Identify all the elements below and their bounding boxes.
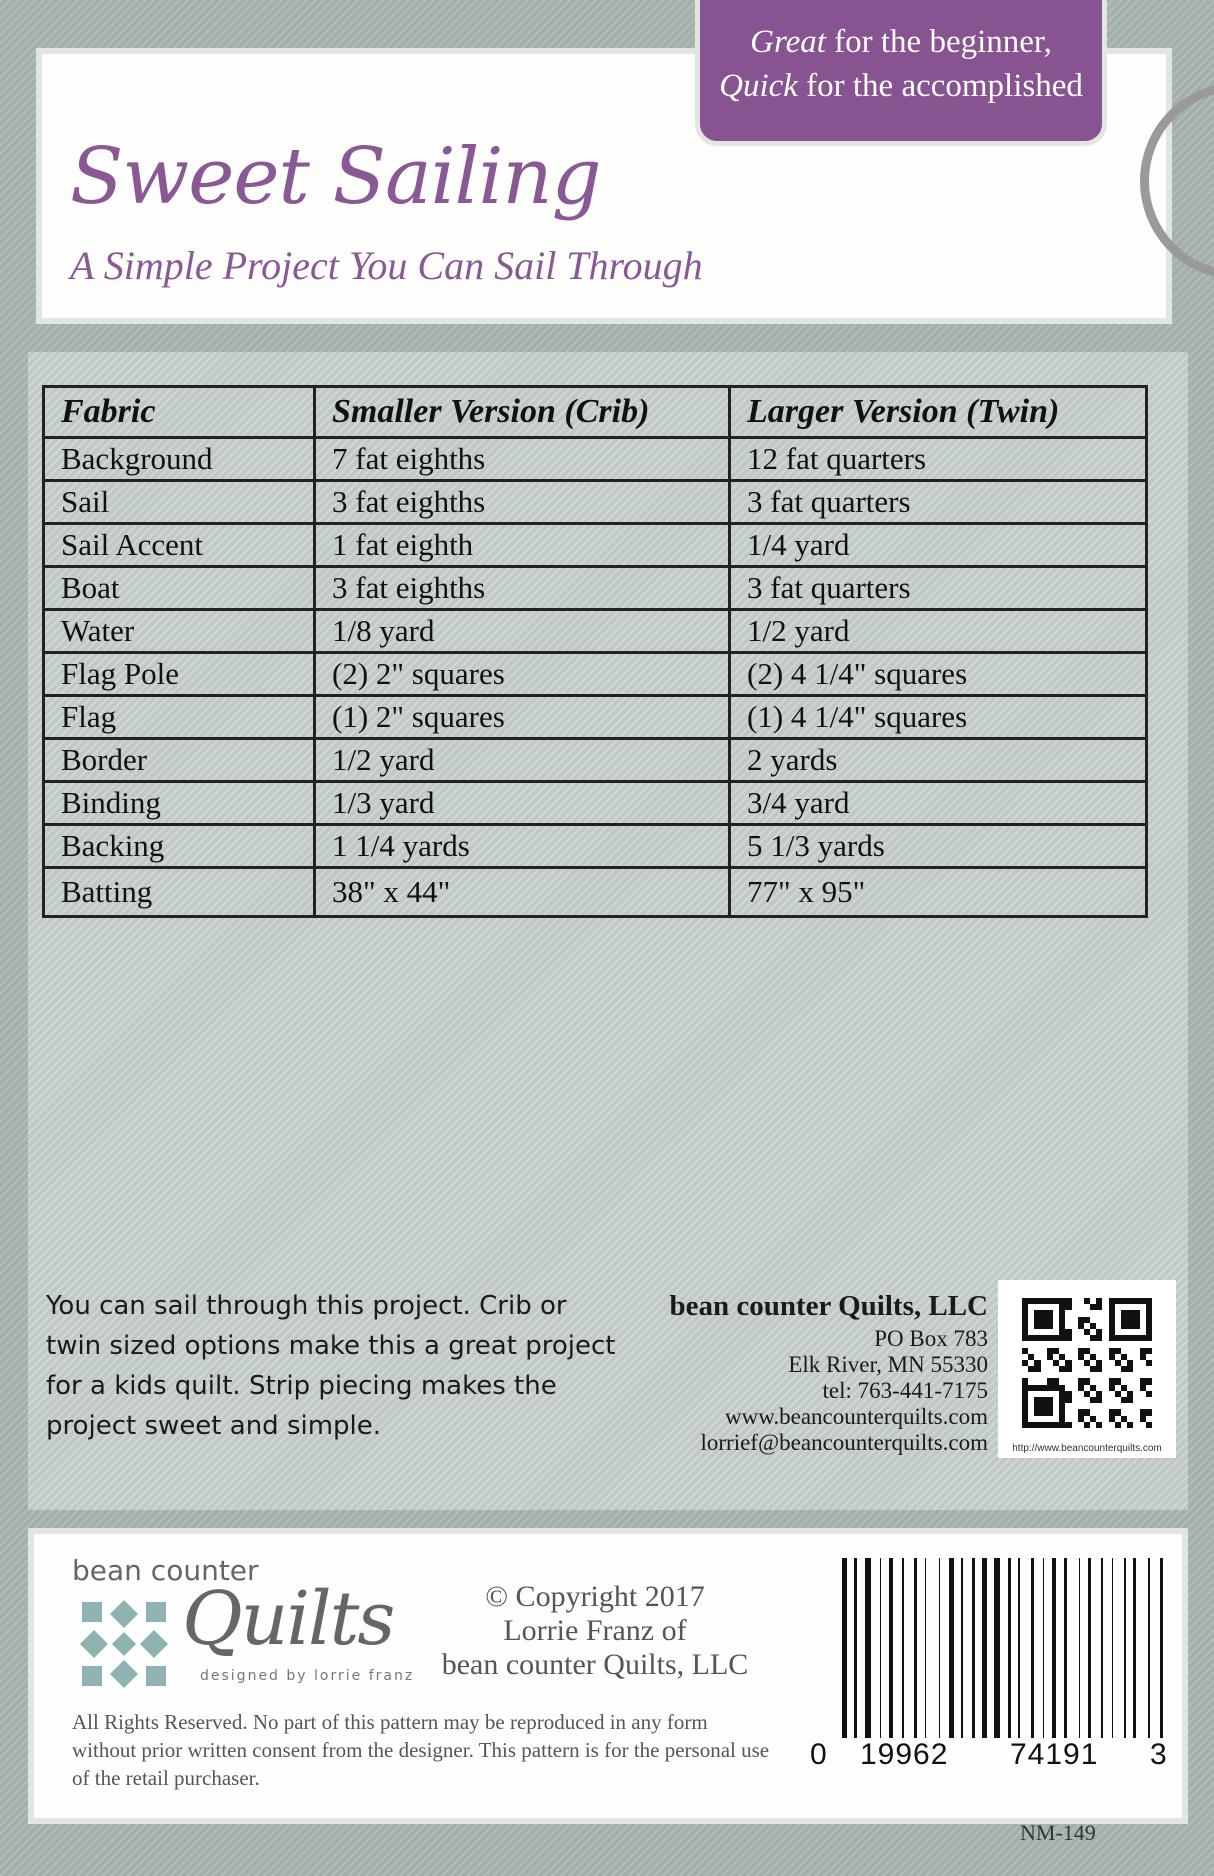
tagline-line-1: Great for the beginner, (750, 24, 1052, 60)
qr-module (1146, 1422, 1152, 1428)
barcode-bar (1153, 1558, 1158, 1738)
twin-amount: (1) 4 1/4" squares (730, 696, 1147, 739)
barcode-bar (1008, 1558, 1011, 1738)
barcode-bar (1014, 1558, 1016, 1738)
logo-designer-credit: designed by lorrie franz (200, 1668, 415, 1684)
barcode-bar (896, 1558, 899, 1738)
barcode-bar (966, 1558, 969, 1738)
fabric-name: Background (44, 438, 315, 481)
barcode-bar (1124, 1558, 1126, 1738)
rights-notice: All Rights Reserved. No part of this pattern may be reproduced in any form without prior written consent from the designer. This pattern is for the personal use of the retail purchaser. (72, 1710, 770, 1790)
barcode-group-1: 19962 (860, 1738, 949, 1771)
city-state-zip: Elk River, MN 55330 (788, 1352, 988, 1377)
barcode-bar (1094, 1558, 1099, 1738)
table-row (44, 438, 1147, 481)
crib-amount: (1) 2" squares (315, 696, 730, 739)
barcode-bar (994, 1558, 1000, 1738)
fabric-name: Boat (44, 567, 315, 610)
barcode-bar (1070, 1558, 1076, 1738)
table-row (44, 825, 1147, 868)
table-row (44, 610, 1147, 653)
fabric-requirements-table (42, 385, 1148, 918)
barcode-bar (990, 1558, 992, 1738)
twin-amount: 2 yards (730, 739, 1147, 782)
twin-amount: 77" x 95" (730, 868, 1147, 917)
barcode-bar (1079, 1558, 1081, 1738)
barcode-bar (1052, 1558, 1057, 1738)
crib-amount: (2) 2" squares (315, 653, 730, 696)
fabric-name: Flag Pole (44, 653, 315, 696)
header-fabric: Fabric (44, 387, 315, 438)
table-row (44, 696, 1147, 739)
crib-amount: 38" x 44" (315, 868, 730, 917)
email-link[interactable]: lorrief@beancounterquilts.com (700, 1430, 988, 1455)
table-row (44, 653, 1147, 696)
barcode-bar (978, 1558, 980, 1738)
barcode-bar (1018, 1558, 1020, 1738)
copyright-line-2: Lorrie Franz of (503, 1614, 687, 1647)
twin-amount: 3/4 yard (730, 782, 1147, 825)
barcode-bar (842, 1558, 847, 1738)
barcode-bar (1101, 1558, 1103, 1738)
crib-amount: 3 fat eighths (315, 481, 730, 524)
brand-logo (72, 1554, 422, 1694)
product-code: NM-149 (1020, 1820, 1096, 1845)
barcode-bar (1088, 1558, 1091, 1738)
barcode-bar (939, 1558, 941, 1738)
website-link[interactable]: www.beancounterquilts.com (725, 1404, 988, 1429)
fabric-name: Binding (44, 782, 315, 825)
barcode-bar (1047, 1558, 1049, 1738)
qr-url-caption: http://www.beancounterquilts.com (1012, 1443, 1162, 1454)
crib-amount: 1/3 yard (315, 782, 730, 825)
barcode-bar (1059, 1558, 1061, 1738)
barcode-bar (907, 1558, 912, 1738)
logo-wordmark-top: bean counter (72, 1554, 259, 1587)
barcode-bar (1023, 1558, 1028, 1738)
po-box: PO Box 783 (874, 1326, 988, 1351)
barcode-digit-last: 3 (1150, 1738, 1168, 1771)
twin-amount: 1/4 yard (730, 524, 1147, 567)
barcode-bar (957, 1558, 959, 1738)
barcode-bar (1133, 1558, 1136, 1738)
project-description: You can sail through this project. Crib or twin sized options make this a great project for a kids quilt. Strip piecing makes the project sweet and simple. (46, 1291, 616, 1441)
barcode-bar (1129, 1558, 1131, 1738)
barcode-bar (943, 1558, 946, 1738)
barcode-bar (1148, 1558, 1150, 1738)
header-larger-version: Larger Version (Twin) (730, 387, 1147, 438)
table-header-row (44, 387, 1147, 438)
barcode-bar (865, 1558, 871, 1738)
barcode-bar (854, 1558, 857, 1738)
barcode-bar (1112, 1558, 1114, 1738)
barcode-bar (920, 1558, 922, 1738)
barcode-bar (889, 1558, 894, 1738)
crib-amount: 1 fat eighth (315, 524, 730, 567)
crib-amount: 7 fat eighths (315, 438, 730, 481)
contact-block (620, 1286, 988, 1456)
barcode-bar (961, 1558, 963, 1738)
barcode-bar (949, 1558, 954, 1738)
barcode-bar (929, 1558, 935, 1738)
barcode-bar (1043, 1558, 1045, 1738)
barcode-bar (914, 1558, 917, 1738)
pattern-subtitle: A Simple Project You Can Sail Through (70, 243, 703, 288)
copyright-line-1: © Copyright 2017 (485, 1580, 705, 1613)
table-row (44, 567, 1147, 610)
quilt-star-icon (76, 1596, 172, 1692)
crib-amount: 1/2 yard (315, 739, 730, 782)
barcode-bar (1064, 1558, 1067, 1738)
twin-amount: 3 fat quarters (730, 567, 1147, 610)
barcode-bar (1139, 1558, 1145, 1738)
table-row (44, 739, 1147, 782)
barcode-bar (972, 1558, 975, 1738)
barcode-bar (982, 1558, 987, 1738)
twin-amount: 1/2 yard (730, 610, 1147, 653)
barcode-bar (1037, 1558, 1040, 1738)
barcode-bar (1106, 1558, 1109, 1738)
twin-amount: (2) 4 1/4" squares (730, 653, 1147, 696)
copyright-line-3: bean counter Quilts, LLC (441, 1648, 749, 1681)
twin-amount: 3 fat quarters (730, 481, 1147, 524)
tagline-line-2: Quick for the accomplished (719, 68, 1083, 104)
table-row (44, 481, 1147, 524)
barcode-bar (1166, 1558, 1168, 1738)
crib-amount: 1/8 yard (315, 610, 730, 653)
barcode-bar (902, 1558, 904, 1738)
barcode-bar (874, 1558, 877, 1738)
fabric-name: Border (44, 739, 315, 782)
barcode-bar (925, 1558, 927, 1738)
barcode-bar (1116, 1558, 1121, 1738)
barcode-digit-first: 0 (810, 1738, 828, 1771)
barcode-bar (860, 1558, 862, 1738)
pattern-title: Sweet Sailing (70, 132, 601, 222)
fabric-name: Sail Accent (44, 524, 315, 567)
copyright-block (420, 1580, 770, 1682)
barcode-bar (880, 1558, 882, 1738)
telephone: tel: 763-441-7175 (822, 1378, 988, 1403)
crib-amount: 3 fat eighths (315, 567, 730, 610)
table-row (44, 524, 1147, 567)
barcode-bar (1031, 1558, 1034, 1738)
barcode-bar (884, 1558, 886, 1738)
header-smaller-version: Smaller Version (Crib) (315, 387, 730, 438)
qr-code-matrix (1022, 1298, 1152, 1428)
company-name: bean counter Quilts, LLC (669, 1290, 988, 1322)
logo-wordmark-script: Quilts (182, 1576, 394, 1662)
qr-code[interactable] (998, 1280, 1176, 1458)
tagline-banner (695, 0, 1107, 146)
barcode-bar (1003, 1558, 1005, 1738)
barcode-bar (1160, 1558, 1163, 1738)
fabric-name: Water (44, 610, 315, 653)
twin-amount: 12 fat quarters (730, 438, 1147, 481)
crib-amount: 1 1/4 yards (315, 825, 730, 868)
barcode (842, 1558, 1168, 1738)
fabric-name: Flag (44, 696, 315, 739)
fabric-name: Backing (44, 825, 315, 868)
fabric-name: Sail (44, 481, 315, 524)
barcode-group-2: 74191 (1010, 1738, 1099, 1771)
fabric-name: Batting (44, 868, 315, 917)
barcode-bar (850, 1558, 852, 1738)
barcode-bar (1083, 1558, 1085, 1738)
table-row (44, 868, 1147, 917)
table-row (44, 782, 1147, 825)
twin-amount: 5 1/3 yards (730, 825, 1147, 868)
